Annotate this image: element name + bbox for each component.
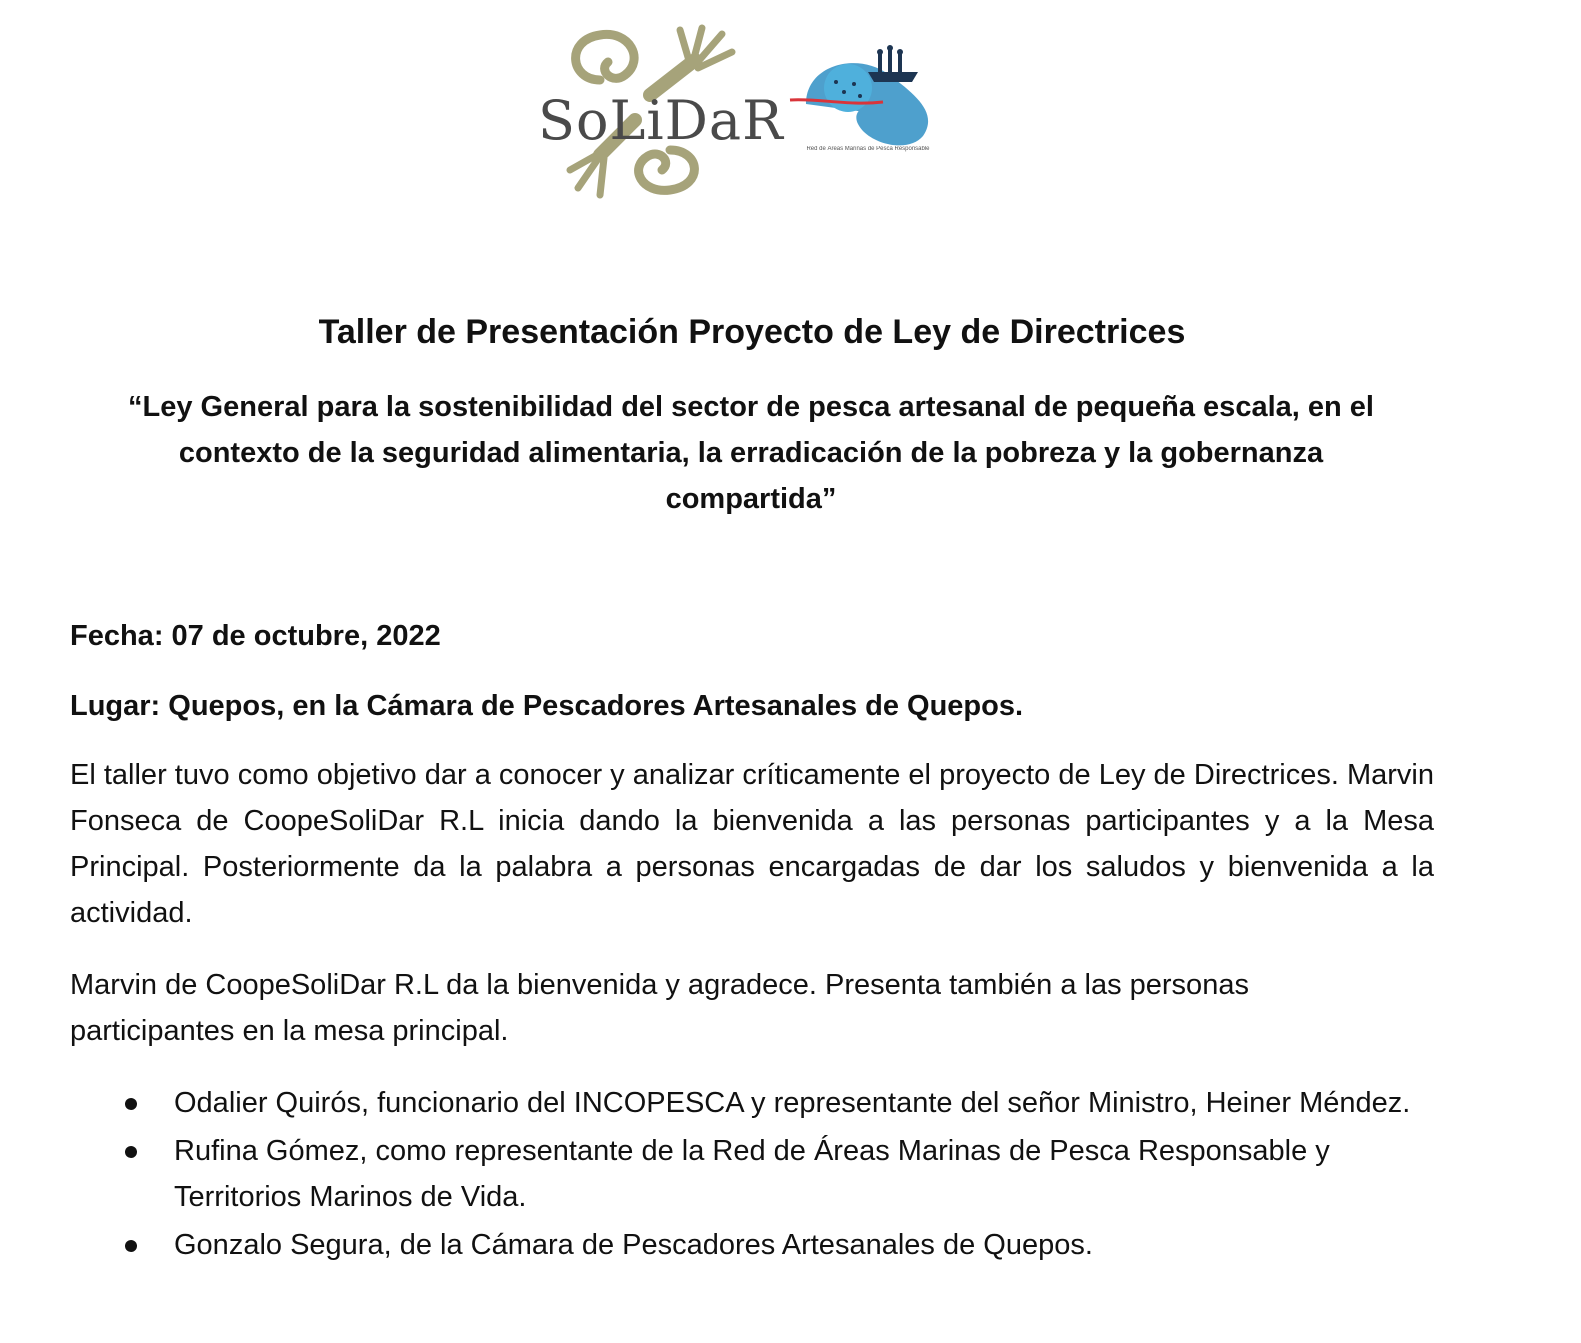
- paragraph-welcome: Marvin de CoopeSoliDar R.L da la bienvenida y agradece. Presenta también a las personas participantes en la mesa principal.: [70, 969, 1249, 1047]
- list-item: Gonzalo Segura, de la Cámara de Pescadores Artesanales de Quepos.: [70, 1222, 1434, 1268]
- document-title: Taller de Presentación Proyecto de Ley de Directrices: [318, 313, 1186, 351]
- solidar-logo: [530, 20, 784, 200]
- participants-list: [70, 1080, 1434, 1270]
- paragraph-objective: El taller tuvo como objetivo dar a conocer y analizar críticamente el proyecto de Ley de Directrices. Marvin Fonseca de CoopeSoliDar R.L inicia dando la bienvenida a las personas participantes y a la Mesa Principal. Posteriormente da la palabra a personas encargadas de dar los saludos y bienvenida a la actividad.: [70, 759, 1434, 929]
- document-subtitle: “Ley General para la sostenibilidad del sector de pesca artesanal de pequeña escala, en el contexto de la seguridad alimentaria, la erradicación de la pobreza y la gobernanza compartida”: [128, 391, 1374, 515]
- list-item: Rufina Gómez, como representante de la Red de Áreas Marinas de Pesca Responsable y Territorios Marinos de Vida.: [70, 1128, 1434, 1220]
- lugar-line: Lugar: Quepos, en la Cámara de Pescadores Artesanales de Quepos.: [70, 690, 1024, 722]
- red-logo-caption: Red de Áreas Marinas de Pesca Responsable: [806, 146, 930, 152]
- fecha-line: Fecha: 07 de octubre, 2022: [70, 620, 441, 652]
- red-areas-marinas-logo: [788, 44, 948, 164]
- list-item: Odalier Quirós, funcionario del INCOPESCA y representante del señor Ministro, Heiner Méndez.: [70, 1080, 1434, 1126]
- fishers-boat-wave-icon: [788, 44, 948, 154]
- solidar-wordmark: SoLiDaR: [538, 89, 784, 152]
